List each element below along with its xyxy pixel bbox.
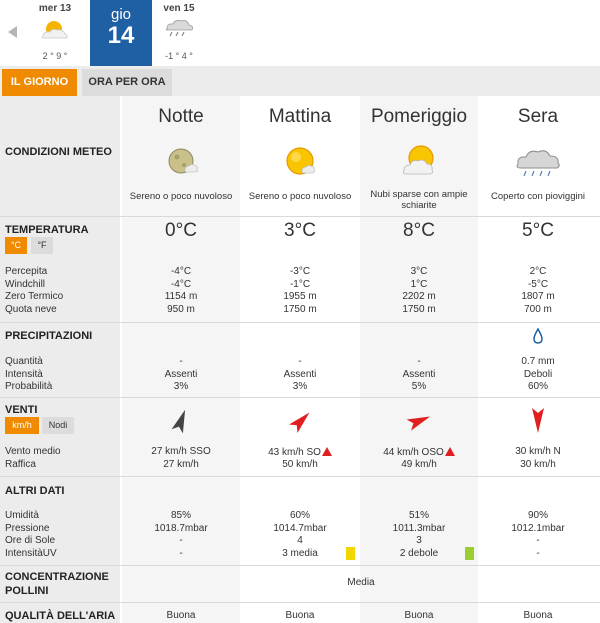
quantity-value: - (417, 356, 421, 367)
humidity-value: 60% (289, 510, 310, 521)
day-selector (0, 0, 600, 66)
perceived-value: 2°C (529, 266, 547, 277)
freezing-level-value: 1955 m (283, 291, 317, 302)
raindrop-icon (532, 328, 544, 344)
uv-label: IntensitàUV (5, 547, 57, 559)
humidity-label: Umidità (5, 510, 39, 521)
other-data-title: ALTRI DATI (5, 485, 65, 497)
warning-icon (322, 447, 332, 456)
wind-avg-text: 44 km/h OSO (383, 447, 444, 458)
windchill-label: Windchill (5, 278, 46, 290)
windchill-value: 1°C (410, 278, 428, 290)
pollen-value: Media (347, 577, 375, 588)
gust-value: 49 km/h (401, 458, 437, 470)
day-item-gio-14[interactable] (90, 0, 152, 66)
intensity-value: Deboli (523, 368, 553, 380)
quantity-value: 0.7 mm (521, 356, 555, 367)
day-temperatures: 2 ° 9 ° (42, 51, 68, 61)
day-number: 14 (107, 22, 135, 49)
quantity-value: - (179, 356, 183, 367)
quantity-value: - (298, 356, 302, 367)
snow-level-value: 950 m (167, 303, 195, 315)
quantity-label: Quantità (5, 356, 43, 367)
wind-direction-arrow-icon (288, 408, 314, 434)
intensity-value: Assenti (283, 368, 317, 380)
period-temperature: 3°C (284, 220, 316, 241)
uv-level-indicator (465, 547, 474, 560)
unit-knots-button[interactable]: Nodi (42, 417, 74, 434)
row-labels-column (0, 96, 120, 623)
pollen-title-line1: CONCENTRAZIONE (5, 571, 109, 583)
gust-label: Raffica (5, 458, 36, 470)
sun-hours-value: - (536, 535, 540, 546)
period-temperature: 8°C (403, 220, 435, 241)
row-divider (0, 565, 600, 566)
sun-hours-value: 4 (297, 535, 303, 546)
wind-avg-value (479, 446, 597, 459)
snow-level-value: 1750 m (402, 303, 436, 315)
air-quality-value: Buona (166, 610, 196, 621)
cloud-rain-icon (512, 144, 564, 180)
perceived-value: -4°C (170, 266, 192, 277)
tab-ora-per-ora[interactable]: ORA PER ORA (82, 69, 172, 96)
period-name: Pomeriggio (370, 106, 468, 127)
row-divider (0, 602, 600, 603)
windchill-value: -1°C (289, 278, 311, 290)
sun-cloud-icon (40, 17, 70, 43)
snow-level-label: Quota neve (5, 303, 57, 315)
forecast-table (0, 96, 600, 623)
probability-value: 60% (527, 381, 548, 392)
unit-celsius-button[interactable]: °C (5, 237, 27, 254)
uv-value: 2 debole (399, 547, 439, 559)
uv-value: 3 media (282, 547, 318, 559)
windchill-value: -4°C (170, 278, 192, 290)
avg-wind-label: Vento medio (5, 446, 61, 457)
winds-title: VENTI (5, 404, 38, 416)
previous-day-arrow-icon[interactable] (8, 26, 17, 38)
wind-avg-text: 30 km/h N (515, 446, 561, 457)
freezing-level-value: 2202 m (402, 291, 436, 302)
row-divider (0, 322, 600, 323)
probability-value: 3% (173, 381, 189, 392)
uv-level-indicator (346, 547, 355, 560)
uv-value: - (179, 547, 183, 559)
unit-fahrenheit-button[interactable]: °F (31, 237, 53, 254)
humidity-value: 90% (527, 510, 548, 521)
freezing-level-value: 1154 m (164, 291, 198, 302)
snow-level-value: 700 m (524, 303, 552, 315)
air-quality-value: Buona (404, 610, 434, 621)
pressure-value: 1018.7mbar (154, 522, 208, 534)
wind-avg-value (122, 446, 240, 459)
condition-text: Sereno o poco nuvoloso (129, 191, 233, 202)
moon-cloud-icon (163, 144, 199, 180)
perceived-label: Percepita (5, 266, 48, 277)
humidity-value: 51% (408, 510, 429, 521)
period-column-notte (122, 96, 240, 623)
snow-level-value: 1750 m (283, 303, 317, 315)
wind-direction-arrow-icon (528, 406, 548, 434)
wind-avg-value (360, 446, 478, 460)
view-tabs (0, 66, 600, 96)
air-quality-value: Buona (523, 610, 553, 621)
windchill-value: -5°C (527, 278, 549, 290)
air-quality-value: Buona (285, 610, 315, 621)
temperature-title: TEMPERATURA (5, 224, 89, 236)
condition-text: Coperto con pioviggini (490, 191, 585, 202)
warning-icon (445, 447, 455, 456)
uv-value: - (536, 547, 540, 559)
condition-text: Sereno o poco nuvoloso (248, 191, 352, 202)
period-name: Mattina (268, 106, 332, 127)
probability-value: 5% (411, 381, 427, 392)
probability-value: 3% (292, 381, 308, 392)
period-column-sera (479, 96, 600, 623)
intensity-label: Intensità (5, 368, 43, 380)
period-column-pomeriggio (360, 96, 478, 623)
row-divider (0, 476, 600, 477)
sun-hours-label: Ore di Sole (5, 535, 56, 546)
day-name: ven 15 (163, 3, 195, 14)
wind-direction-arrow-icon (171, 408, 191, 434)
freezing-level-value: 1807 m (521, 291, 555, 302)
pressure-value: 1014.7mbar (273, 522, 327, 534)
sun-hours-value: 3 (416, 535, 422, 546)
pressure-value: 1012.1mbar (511, 522, 565, 534)
probability-label: Probabilità (5, 381, 53, 392)
period-temperature: 5°C (522, 220, 554, 241)
sun-hours-value: - (179, 535, 183, 546)
tab-il-giorno[interactable]: IL GIORNO (2, 69, 77, 96)
condition-text: Nubi sparse con ampie schiarite (370, 189, 468, 211)
period-column-mattina (241, 96, 359, 623)
pollen-title-line2: POLLINI (5, 585, 49, 597)
period-temperature: 0°C (165, 220, 197, 241)
intensity-value: Assenti (402, 368, 436, 380)
humidity-value: 85% (170, 510, 191, 521)
cloud-rain-icon (163, 17, 195, 39)
gust-value: 30 km/h (520, 458, 556, 470)
gust-value: 50 km/h (282, 458, 318, 470)
row-divider (0, 216, 600, 217)
perceived-value: -3°C (289, 266, 311, 277)
wind-avg-value (241, 446, 359, 460)
wind-direction-arrow-icon (405, 408, 433, 434)
precipitation-title: PRECIPITAZIONI (5, 330, 93, 342)
row-divider (0, 397, 600, 398)
pressure-value: 1011.3mbar (392, 522, 446, 534)
day-name: gio (110, 6, 132, 23)
day-item-mer-13[interactable] (24, 0, 86, 66)
conditions-title: CONDIZIONI METEO (5, 146, 112, 158)
gust-value: 27 km/h (163, 458, 199, 470)
unit-kmh-button[interactable]: km/h (5, 417, 39, 434)
air-quality-title: QUALITÀ DELL'ARIA (5, 610, 116, 622)
pressure-label: Pressione (5, 522, 50, 534)
period-name: Sera (517, 106, 559, 127)
day-name: mer 13 (38, 3, 72, 14)
perceived-value: 3°C (410, 266, 428, 277)
intensity-value: Assenti (164, 368, 198, 380)
wind-avg-text: 27 km/h SSO (151, 446, 211, 457)
freezing-level-label: Zero Termico (5, 291, 64, 302)
period-name: Notte (158, 106, 204, 127)
wind-avg-text: 43 km/h SO (268, 447, 321, 458)
sun-icon (282, 144, 318, 180)
day-item-ven-15[interactable] (148, 0, 210, 66)
day-temperatures: -1 ° 4 ° (165, 51, 193, 61)
sun-cloud-icon (401, 144, 437, 180)
